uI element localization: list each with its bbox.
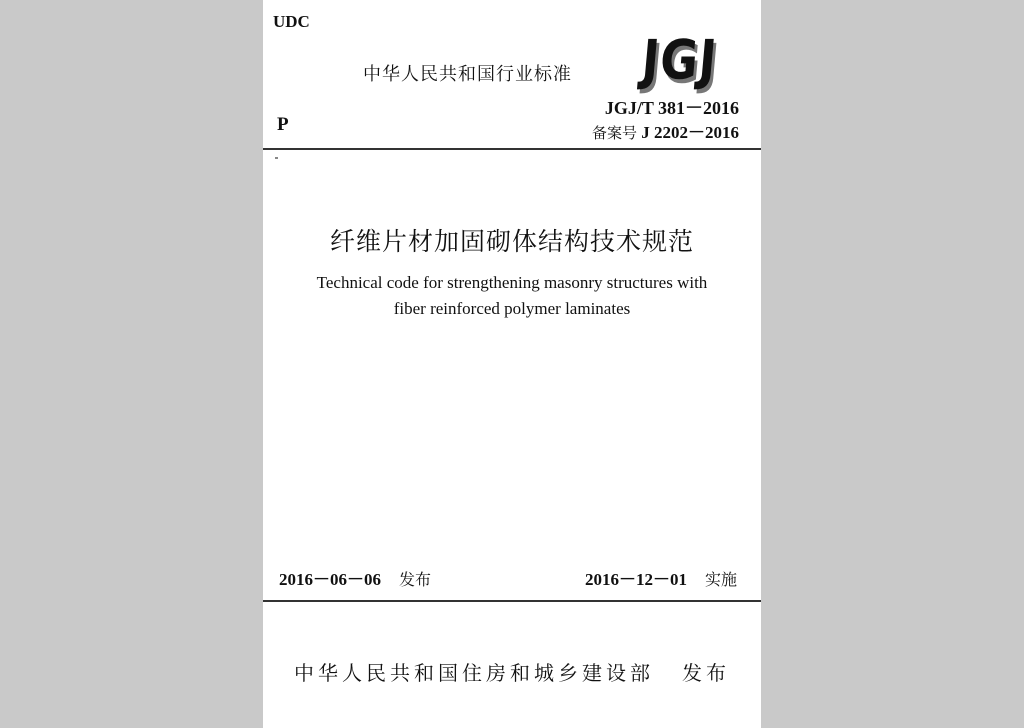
implementation-date-value: 2016－12－01 xyxy=(584,570,687,589)
publisher-verb: 发布 xyxy=(682,661,730,685)
standard-cover-page xyxy=(263,0,761,728)
bottom-divider xyxy=(263,600,761,602)
title-chinese: 纤维片材加固砌体结构技术规范 xyxy=(329,227,694,256)
title-english xyxy=(263,270,761,322)
record-label: 备案号 xyxy=(591,124,637,142)
publisher xyxy=(263,657,761,686)
jgj-logo: JGJ xyxy=(639,28,720,92)
title-english-line-1: Technical code for strengthening masonry structures with xyxy=(316,273,708,292)
udc-label: UDC xyxy=(273,12,310,31)
record-number-value: J 2202－2016 xyxy=(641,123,739,142)
publisher-name: 中华人民共和国住房和城乡建设部 xyxy=(294,661,654,685)
top-divider xyxy=(263,148,761,150)
issue-date xyxy=(279,565,431,590)
title-english-line-2: fiber reinforced polymer laminates xyxy=(393,299,631,318)
record-number xyxy=(592,118,739,143)
implementation-verb: 实施 xyxy=(704,570,737,589)
standard-type: 中华人民共和国行业标准 xyxy=(363,64,572,85)
issue-date-value: 2016－06－06 xyxy=(279,570,381,589)
classification-letter: P xyxy=(277,114,289,135)
speck xyxy=(275,157,278,159)
standard-number: JGJ/T 381－2016 xyxy=(604,98,739,118)
issue-verb: 发布 xyxy=(399,570,432,589)
implementation-date xyxy=(585,565,737,590)
